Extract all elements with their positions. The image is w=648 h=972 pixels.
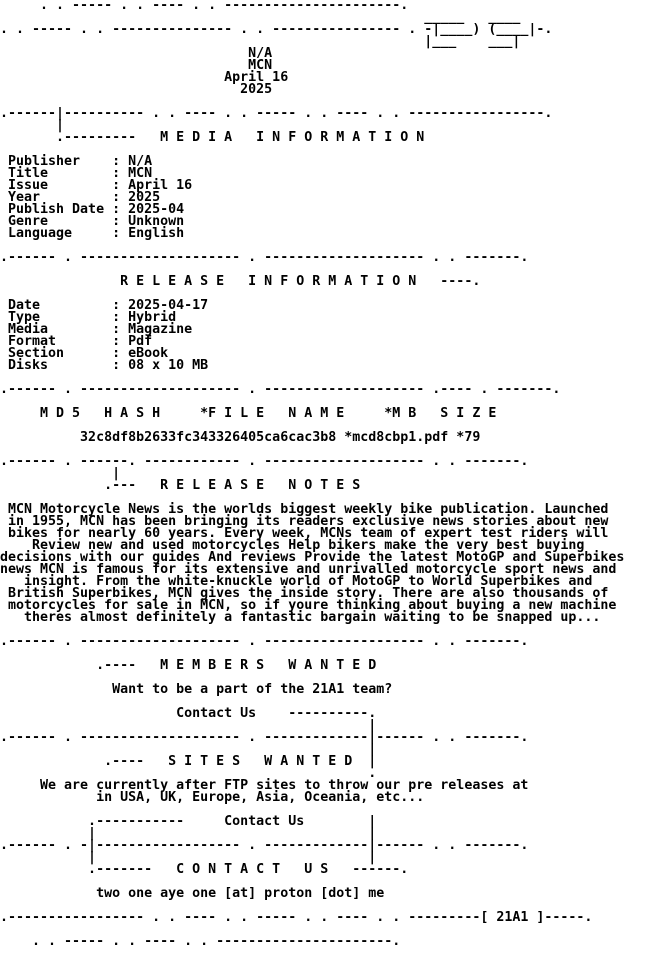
- nfo-line: .------ . -------------------- . -------------------- . . -------.: [0, 250, 529, 265]
- nfo-line: |: [0, 118, 65, 133]
- nfo-line: Language : English: [0, 226, 185, 241]
- nfo-line: .------|---------- . . ---- . . ----- . . ---- . . -----------------.: [0, 106, 553, 121]
- nfo-line: Genre : Unknown: [0, 214, 185, 229]
- nfo-line: .---- M E M B E R S W A N T E D: [0, 658, 377, 673]
- nfo-line: N/A: [0, 46, 273, 61]
- nfo-line: decisions with our guides And reviews Provide the latest MotoGP and Superbikes: [0, 550, 625, 565]
- nfo-line: in USA, UK, Europe, Asia, Oceania, etc...: [0, 790, 425, 805]
- nfo-line: . . ----- . . --------------- . . ---------------- . -|____) (____|-.: [0, 22, 553, 37]
- nfo-line: Publish Date : 2025-04: [0, 202, 185, 217]
- nfo-line: Review new and used motorcycles Help bikers make the very best buying: [0, 538, 585, 553]
- nfo-line: .------ . ------. ------------ . -------------------- . . -------.: [0, 454, 529, 469]
- nfo-line: in 1955, MCN has been bringing its readers exclusive news stories about new: [0, 514, 609, 529]
- nfo-line: Title : MCN: [0, 166, 153, 181]
- nfo-line: MCN: [0, 58, 273, 73]
- nfo-line: MCN Motorcycle News is the worlds biggest weekly bike publication. Launched: [0, 502, 609, 517]
- nfo-line: .----------------- . . ---- . . ----- . . ---- . . ---------[ 21A1 ]-----.: [0, 910, 593, 925]
- nfo-line: . . ----- . . ---- . . ----------------------.: [0, 0, 409, 13]
- nfo-line: |___ ___|: [0, 34, 521, 49]
- nfo-line: M D 5 H A S H *F I L E N A M E *M B S I Z E: [0, 406, 497, 421]
- nfo-line: 2025: [0, 82, 273, 97]
- nfo-line: Issue : April 16: [0, 178, 193, 193]
- nfo-line: .------ . -|------------------ . -------------|------ . . -------.: [0, 838, 529, 853]
- nfo-line: insight. From the white-knuckle world of MotoGP to World Superbikes and: [0, 574, 593, 589]
- nfo-line: Section : eBook: [0, 346, 169, 361]
- nfo-line: .: [0, 766, 377, 781]
- nfo-line: .------ . -------------------- . -------------|------ . . -------.: [0, 730, 529, 745]
- nfo-line: Contact Us ----------.: [0, 706, 377, 721]
- nfo-line: .----------- Contact Us |: [0, 814, 377, 829]
- nfo-line: . . ----- . . ---- . . ----------------------.: [0, 934, 401, 949]
- nfo-line: We are currently after FTP sites to throw our pre releases at: [0, 778, 529, 793]
- nfo-line: .------- C O N T A C T U S ------.: [0, 862, 409, 877]
- nfo-line: _____ ____: [0, 10, 521, 25]
- nfo-line: Want to be a part of the 21A1 team?: [0, 682, 393, 697]
- nfo-line: Type : Hybrid: [0, 310, 177, 325]
- nfo-line: .--- R E L E A S E N O T E S: [0, 478, 361, 493]
- nfo-line: Date : 2025-04-17: [0, 298, 209, 313]
- nfo-line: Year : 2025: [0, 190, 161, 205]
- nfo-line: bikes for nearly 60 years. Every week, MCNs team of expert test riders will: [0, 526, 609, 541]
- nfo-line: theres almost definitely a fantastic bargain waiting to be snapped up...: [0, 610, 601, 625]
- nfo-line: .---- S I T E S W A N T E D |: [0, 754, 377, 769]
- nfo-line: Media : Magazine: [0, 322, 193, 337]
- nfo-line: .--------- M E D I A I N F O R M A T I O N: [0, 130, 425, 145]
- nfo-line: | |: [0, 850, 377, 865]
- nfo-line: 32c8df8b2633fc343326405ca6cac3b8 *mcd8cbp1.pdf *79: [0, 430, 481, 445]
- nfo-line: news MCN is famous for its extensive and unrivalled motorcycle sport news and: [0, 562, 617, 577]
- nfo-line: April 16: [0, 70, 289, 85]
- nfo-line: Disks : 08 x 10 MB: [0, 358, 209, 373]
- nfo-line: | |: [0, 826, 377, 841]
- nfo-line: British Superbikes, MCN gives the inside story. There are also thousands of: [0, 586, 609, 601]
- nfo-line: Format : Pdf: [0, 334, 153, 349]
- nfo-line: |: [0, 718, 377, 733]
- nfo-line: .------ . -------------------- . -------------------- .---- . -------.: [0, 382, 561, 397]
- nfo-line: two one aye one [at] proton [dot] me: [0, 886, 385, 901]
- nfo-line: Publisher : N/A: [0, 154, 153, 169]
- nfo-line: .------ . -------------------- . -------------------- . . -------.: [0, 634, 529, 649]
- nfo-line: |: [0, 466, 121, 481]
- nfo-line: R E L E A S E I N F O R M A T I O N ----.: [0, 274, 481, 289]
- nfo-line: |: [0, 742, 377, 757]
- nfo-line: motorcycles for sale in MCN, so if youre thinking about buying a new machine: [0, 598, 617, 613]
